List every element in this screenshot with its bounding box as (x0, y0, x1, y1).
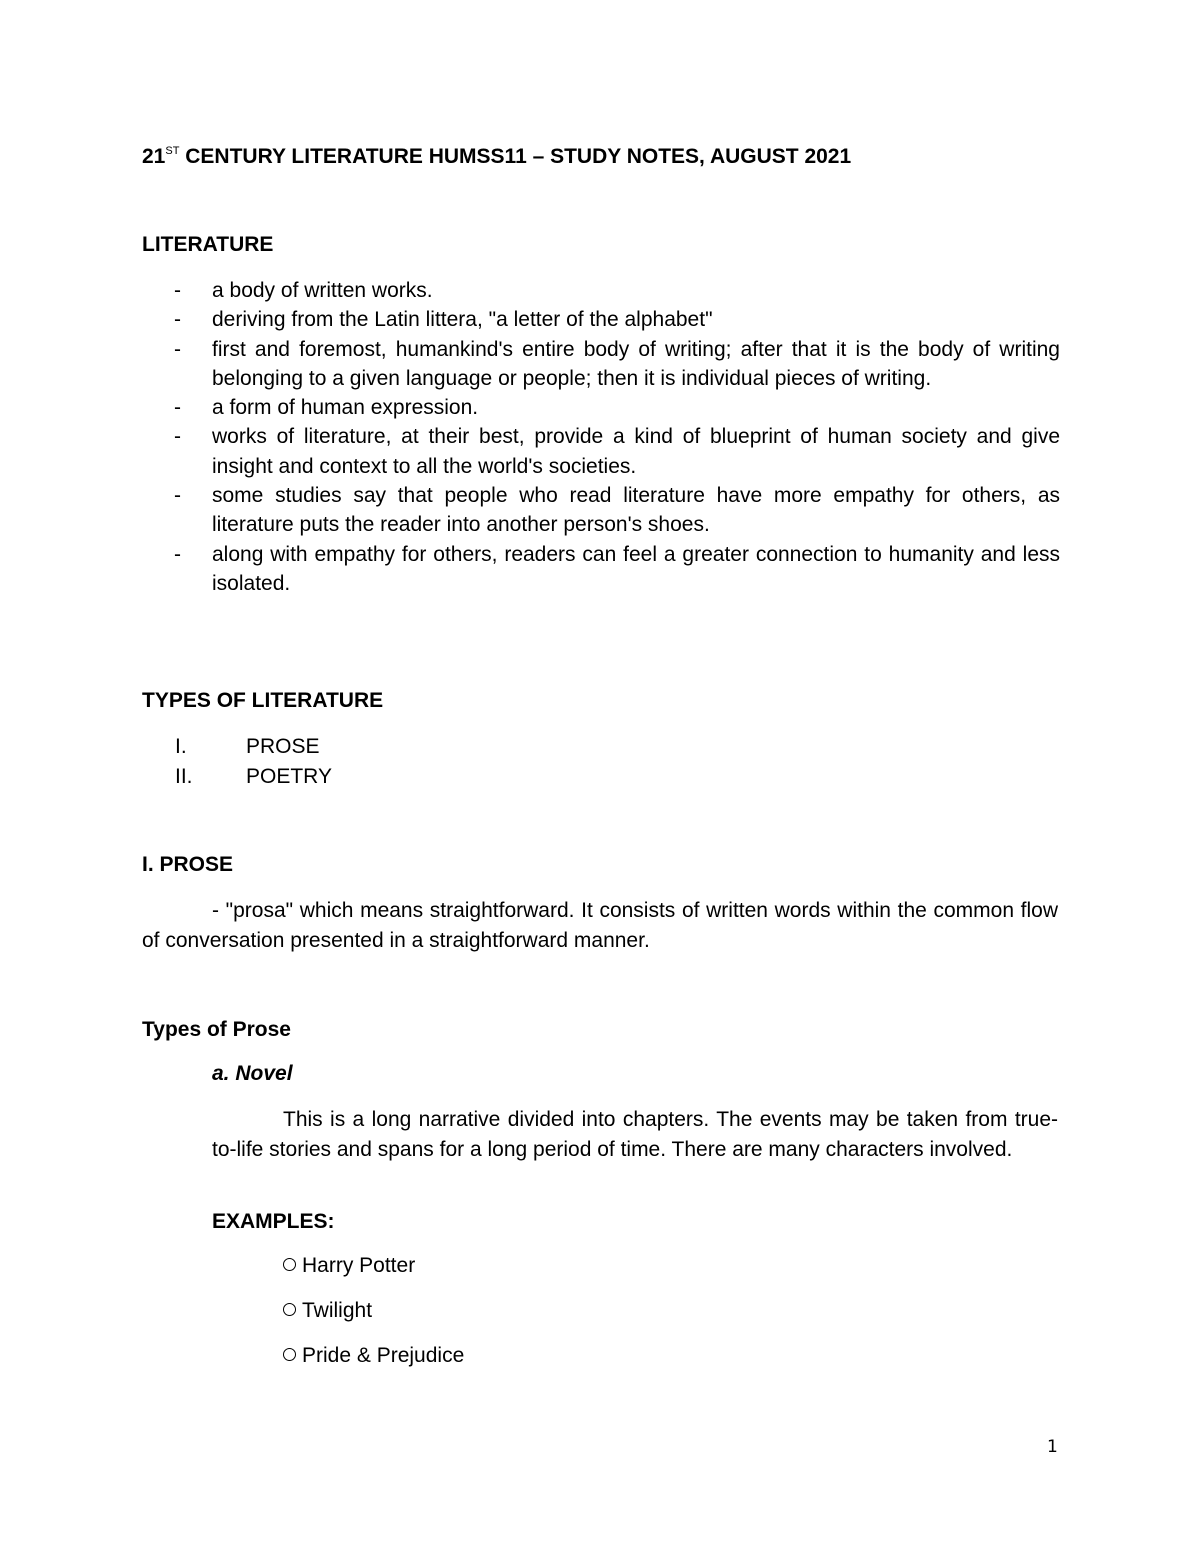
list-item: - deriving from the Latin littera, "a letter of the alphabet" (142, 305, 1060, 334)
dash-bullet: - (174, 308, 181, 332)
list-item: - along with empathy for others, readers can feel a greater connection to humanity and less isolated. (142, 540, 1060, 599)
list-item: II. POETRY (175, 764, 332, 788)
types-of-prose-heading: Types of Prose (142, 1018, 291, 1041)
document-title (142, 145, 851, 169)
circle-bullet-icon (283, 1258, 296, 1271)
list-item: - works of literature, at their best, provide a kind of blueprint of human society and give insight and context to all the world's societies. (142, 422, 1060, 481)
list-item: - a form of human expression. (142, 393, 1060, 422)
title-prefix: 21 (142, 145, 166, 168)
list-item: I. PROSE (175, 735, 320, 758)
list-item: - a body of written works. (142, 276, 1060, 305)
dash-bullet: - (174, 337, 181, 361)
literature-heading: LITERATURE (142, 233, 274, 256)
dash-bullet: - (174, 484, 181, 508)
examples-label: EXAMPLES: (212, 1210, 335, 1233)
list-item: Pride & Prejudice (283, 1344, 464, 1368)
title-rest: CENTURY LITERATURE HUMSS11 – STUDY NOTES, AUGUST 2021 (179, 145, 852, 168)
dash-bullet: - (174, 542, 181, 566)
list-item: - first and foremost, humankind's entire body of writing; after that it is the body of writing belonging to a given language or people; then it is individual pieces of writing. (142, 335, 1060, 394)
list-item: - some studies say that people who read literature have more empathy for others, as literature puts the reader into another person's shoes. (142, 481, 1060, 540)
types-of-literature-heading: TYPES OF LITERATURE (142, 689, 384, 712)
list-item: Harry Potter (283, 1254, 415, 1278)
novel-heading: a. Novel (212, 1062, 293, 1085)
circle-bullet-icon (283, 1303, 296, 1316)
dash-bullet: - (174, 279, 181, 302)
literature-bullet-list (142, 276, 1060, 598)
page-number: 1 (1047, 1437, 1058, 1457)
circle-bullet-icon (283, 1348, 296, 1361)
prose-definition: - "prosa" which means straightforward. It consists of written words within the common flow of conversation presented in a straightforward manner. (142, 899, 1058, 952)
dash-bullet: - (174, 425, 181, 449)
types-of-literature-list (175, 732, 332, 791)
novel-description: This is a long narrative divided into chapters. The events may be taken from true-to-life stories and spans for a long period of time. There are many characters involved. (212, 1108, 1058, 1161)
title-superscript: ST (165, 145, 180, 157)
dash-bullet: - (174, 396, 181, 420)
list-item: Twilight (283, 1299, 372, 1323)
prose-heading: I. PROSE (142, 853, 234, 876)
